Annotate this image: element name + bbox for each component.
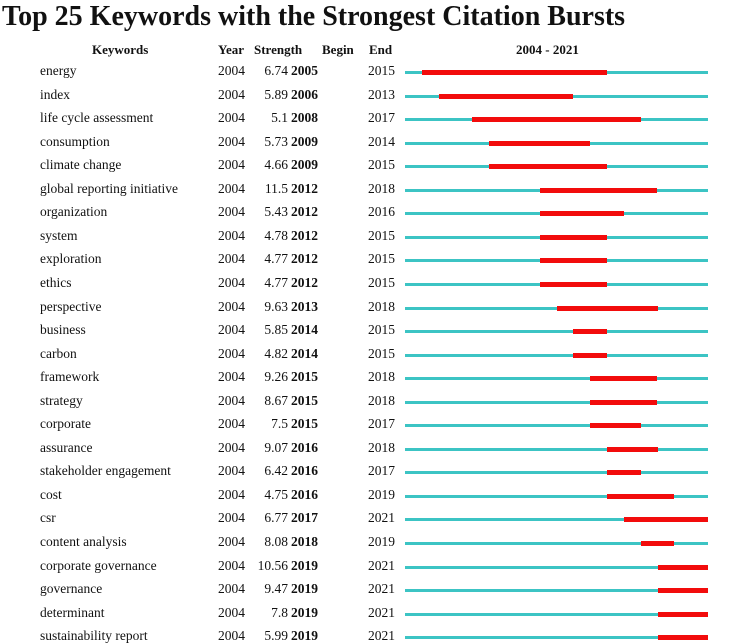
end-label: 2015 [368,63,395,78]
burst-bar [607,470,641,475]
keyword-label: corporate [40,416,91,432]
begin-label: 2017 [291,510,318,526]
burst-bar [489,164,607,169]
year-label: 2004 [218,180,245,196]
burst-bar [540,211,624,216]
year-label: 2004 [218,322,245,338]
burst-bar [540,282,607,287]
year-label: 2004 [218,581,245,597]
year-label: 2004 [218,110,245,126]
strength-label: 5.85 [264,322,288,338]
strength-label: 8.08 [264,534,288,549]
begin-label: 2013 [291,298,318,314]
keyword-label: system [40,227,78,243]
timeline-baseline [405,448,708,451]
begin-label: 2005 [291,63,318,78]
strength-label: 6.77 [264,510,288,526]
burst-bar [607,447,658,452]
header-range: 2004 - 2021 [516,42,579,57]
year-label: 2004 [218,416,245,432]
end-label: 2018 [368,392,395,408]
keyword-label: corporate governance [40,557,157,573]
begin-label: 2019 [291,581,318,597]
strength-label: 6.74 [264,63,288,78]
year-label: 2004 [218,345,245,361]
keyword-label: strategy [40,392,83,408]
begin-label: 2016 [291,463,318,479]
end-label: 2018 [368,180,395,196]
strength-label: 5.73 [264,133,288,149]
end-label: 2015 [368,251,395,267]
year-label: 2004 [218,392,245,408]
keyword-label: csr [40,510,56,526]
burst-bar [590,376,657,381]
year-label: 2004 [218,274,245,290]
end-label: 2017 [368,110,395,126]
keyword-label: cost [40,486,62,502]
year-label: 2004 [218,133,245,149]
burst-bar [573,353,607,358]
end-label: 2018 [368,298,395,314]
strength-label: 5.43 [264,204,288,220]
year-label: 2004 [218,298,245,314]
burst-bar [641,541,675,546]
begin-label: 2018 [291,534,318,549]
begin-label: 2014 [291,322,318,338]
keyword-label: exploration [40,251,102,267]
burst-bar [540,188,658,193]
year-label: 2004 [218,86,245,102]
end-label: 2014 [368,133,395,149]
end-label: 2016 [368,204,395,220]
year-label: 2004 [218,510,245,526]
keyword-label: stakeholder engagement [40,463,171,479]
end-label: 2019 [368,486,395,502]
end-label: 2018 [368,439,395,455]
burst-bar [658,588,709,593]
begin-label: 2015 [291,416,318,432]
burst-bar [658,635,709,640]
year-label: 2004 [218,157,245,173]
year-label: 2004 [218,628,245,644]
keyword-label: index [40,86,70,102]
end-label: 2021 [368,557,395,573]
keyword-label: global reporting initiative [40,180,178,196]
begin-label: 2016 [291,486,318,502]
burst-bar [658,565,709,570]
timeline-baseline [405,377,708,380]
year-label: 2004 [218,557,245,573]
keyword-label: business [40,322,86,338]
burst-bar [607,494,674,499]
year-label: 2004 [218,369,245,385]
end-label: 2015 [368,274,395,290]
keyword-label: energy [40,63,77,78]
end-label: 2021 [368,510,395,526]
end-label: 2021 [368,581,395,597]
end-label: 2021 [368,604,395,620]
burst-bar [540,258,607,263]
end-label: 2015 [368,345,395,361]
begin-label: 2009 [291,133,318,149]
strength-label: 4.82 [264,345,288,361]
timeline-baseline [405,471,708,474]
burst-bar [590,423,641,428]
strength-label: 8.67 [264,392,288,408]
keyword-label: determinant [40,604,105,620]
strength-label: 7.8 [271,604,288,620]
burst-bar [439,94,574,99]
keyword-label: governance [40,581,103,597]
begin-label: 2012 [291,274,318,290]
strength-label: 9.47 [264,581,288,597]
year-label: 2004 [218,251,245,267]
begin-label: 2012 [291,251,318,267]
year-label: 2004 [218,534,245,549]
keyword-label: consumption [40,133,110,149]
strength-label: 10.56 [257,557,288,573]
strength-label: 9.07 [264,439,288,455]
burst-bar [489,141,590,146]
keyword-label: perspective [40,298,102,314]
end-label: 2015 [368,322,395,338]
strength-label: 4.77 [264,251,288,267]
strength-label: 7.5 [271,416,288,432]
strength-label: 4.78 [264,227,288,243]
burst-bar [540,235,607,240]
strength-label: 5.89 [264,86,288,102]
end-label: 2015 [368,227,395,243]
begin-label: 2019 [291,628,318,644]
begin-label: 2012 [291,180,318,196]
header-keywords: Keywords [92,42,149,57]
keyword-label: organization [40,204,108,220]
timeline-baseline [405,424,708,427]
end-label: 2015 [368,157,395,173]
year-label: 2004 [218,463,245,479]
burst-bar [590,400,657,405]
end-label: 2017 [368,463,395,479]
keyword-label: ethics [40,274,72,290]
strength-label: 4.66 [264,157,288,173]
begin-label: 2015 [291,392,318,408]
year-label: 2004 [218,486,245,502]
end-label: 2021 [368,628,395,644]
burst-bar [472,117,640,122]
strength-label: 6.42 [264,463,288,479]
keyword-label: assurance [40,439,93,455]
begin-label: 2014 [291,345,318,361]
end-label: 2019 [368,534,395,549]
begin-label: 2016 [291,439,318,455]
timeline-baseline [405,401,708,404]
header-begin: Begin [322,42,354,57]
strength-label: 9.63 [264,298,288,314]
timeline-baseline [405,330,708,333]
year-label: 2004 [218,63,245,78]
strength-label: 11.5 [264,180,288,196]
strength-label: 5.99 [264,628,288,644]
year-label: 2004 [218,439,245,455]
keyword-label: framework [40,369,100,385]
header-strength: Strength [254,42,303,57]
keyword-label: life cycle assessment [40,110,154,126]
begin-label: 2019 [291,557,318,573]
header-year: Year [218,42,244,57]
begin-label: 2012 [291,204,318,220]
begin-label: 2015 [291,369,318,385]
year-label: 2004 [218,604,245,620]
begin-label: 2009 [291,157,318,173]
begin-label: 2008 [291,110,318,126]
burst-bar [422,70,607,75]
end-label: 2018 [368,369,395,385]
begin-label: 2012 [291,227,318,243]
burst-bar [557,306,658,311]
burst-bar [624,517,708,522]
burst-bar [573,329,607,334]
strength-label: 4.75 [264,486,288,502]
begin-label: 2006 [291,86,318,102]
strength-label: 9.26 [264,369,288,385]
year-label: 2004 [218,204,245,220]
end-label: 2017 [368,416,395,432]
keyword-label: climate change [40,157,122,173]
chart-title: Top 25 Keywords with the Strongest Citation Bursts [2,1,626,32]
header-end: End [369,42,393,57]
year-label: 2004 [218,227,245,243]
strength-label: 4.77 [264,274,288,290]
keyword-label: content analysis [40,534,127,549]
strength-label: 5.1 [271,110,288,126]
keyword-label: carbon [40,345,77,361]
end-label: 2013 [368,86,395,102]
begin-label: 2019 [291,604,318,620]
timeline-baseline [405,354,708,357]
keyword-label: sustainability report [40,628,148,644]
burst-bar [658,612,709,617]
